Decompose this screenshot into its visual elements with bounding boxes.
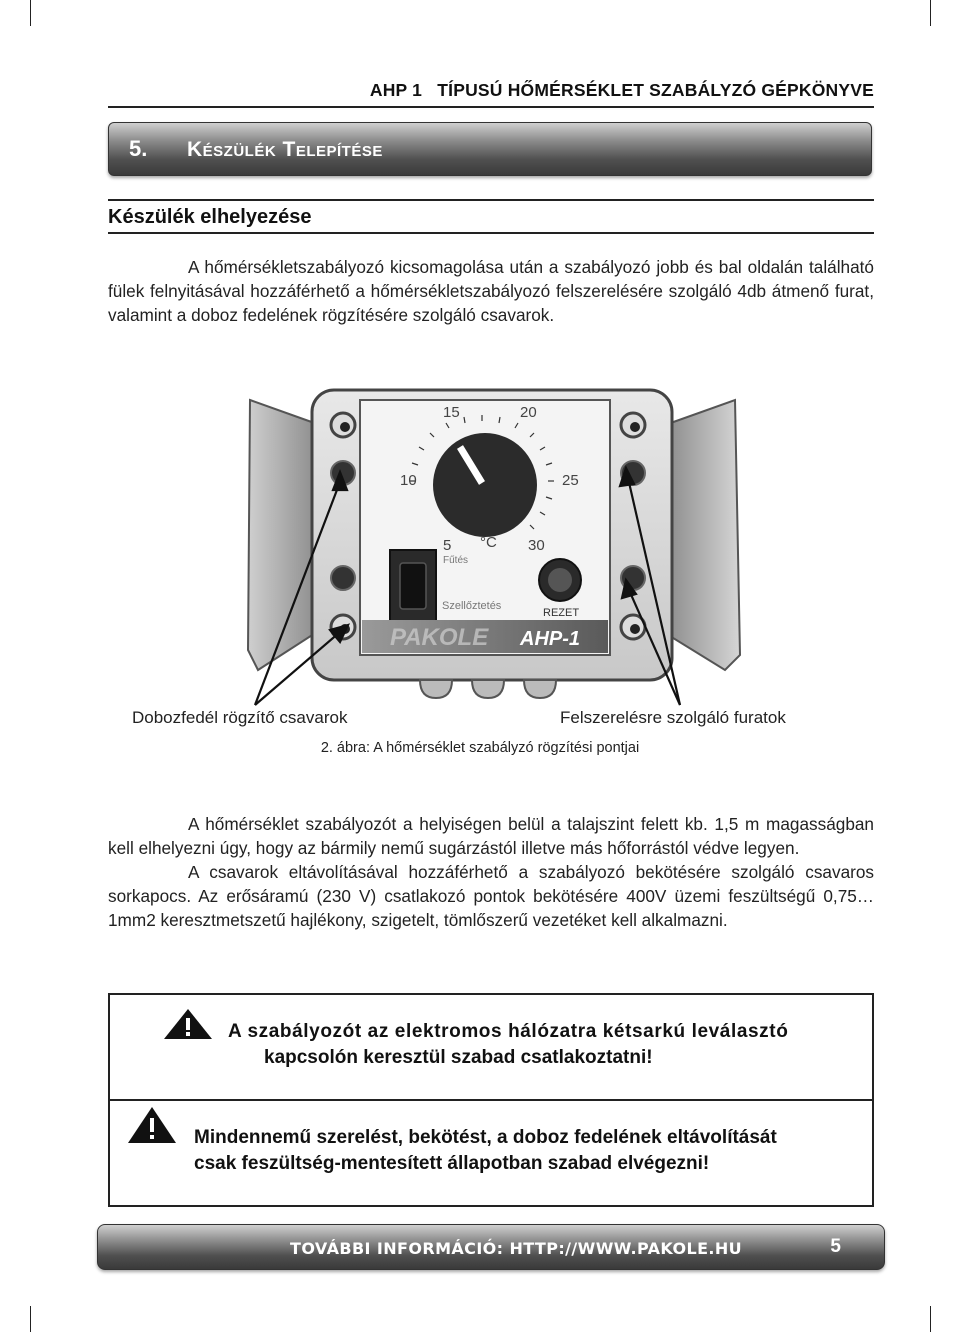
section-bar [108,122,872,176]
dial-label: 15 [443,404,460,421]
warning-icon [162,1007,214,1041]
thermostat-figure [200,385,760,700]
dial-label: 5 [443,537,452,554]
ventilation-label: Szellőztetés [442,600,502,612]
intro-paragraph-text: A hőmérsékletszabályozó kicsomagolása után a szabályozó jobb és bal oldalán található fülek felnyitásával hozzáférhető a hőmérsékletszabályozó felszerelésére szolgáló 4db átmenő furat, valamint a doboz fedelének rögzítésére szolgáló csavarok. [108,257,874,325]
crop-mark [30,1306,31,1332]
footer-info-link[interactable]: TOVÁBBI INFORMÁCIÓ: HTTP://WWW.PAKOLE.HU [290,1239,743,1258]
section-title: Készülék Telepítése [187,138,383,161]
dial-label: 30 [528,537,545,554]
footer-bar [97,1224,885,1270]
body-paragraphs [108,812,874,932]
model-text: AHP-1 [520,628,581,650]
subsection-title: Készülék elhelyezése [108,206,312,228]
subsection-rule-top [108,199,874,201]
header-title: AHP 1 TÍPUSÚ HŐMÉRSÉKLET SZABÁLYZÓ GÉPKÖNYVE [369,80,874,100]
brand-text: PAKOLE [390,624,489,651]
warning-1-line-1: A szabályozót az elektromos hálózatra kétsarkú leválasztó [228,1021,789,1042]
subsection-rule-bottom [108,232,874,234]
left-flap [248,400,320,670]
warning-1 [228,1019,788,1071]
dial-label: 20 [520,404,537,421]
header-rule [108,106,874,108]
warning-2-line-2: csak feszültség-mentesített állapotban szabad elvégezni! [194,1153,710,1174]
body-paragraph-2: A csavarok eltávolításával hozzáférhető a szabályozó bekötésére szolgáló csavaros sorkapocs. Az erősáramú (230 V) csatlakozó pontok bekötésére 400V üzemi feszültségű 0,75…1mm2 keresztmetszetű hajlékony, szigetelt, tömlőszerű vezetéket kell alkalmazni. [108,862,874,930]
dial-label: 25 [562,472,579,489]
dial-label: °C [480,534,497,551]
dial-label: 10 [400,472,417,489]
crop-mark [930,1306,931,1332]
figure-label-left: Dobozfedél rögzítő csavarok [132,708,348,727]
warning-box [108,993,874,1207]
reset-label: REZET [543,607,580,619]
body-paragraph-1: A hőmérséklet szabályozót a helyiségen belül a talajszint felett kb. 1,5 m magasságban kell elhelyezni úgy, hogy az bármily nemű sugárzástól illetve más hőforrástól védve legyen. [108,814,874,858]
warning-divider [110,1099,872,1101]
warning-2 [194,1125,777,1177]
crop-mark [930,0,931,26]
figure-label-right: Felszerelésre szolgáló furatok [560,708,786,727]
figure-caption: 2. ábra: A hőmérséklet szabályzó rögzítési pontjai [320,740,640,756]
page-number: 5 [830,1236,841,1257]
warning-2-line-1: Mindennemű szerelést, bekötést, a doboz fedelének eltávolítását [194,1127,777,1148]
heating-label: Fűtés [443,555,469,566]
section-number: 5. [129,136,148,161]
warning-icon [126,1105,178,1145]
warning-1-line-2: kapcsolón keresztül szabad csatlakoztatni! [264,1047,653,1068]
right-flap [665,400,740,670]
intro-paragraph [108,255,874,327]
crop-mark [30,0,31,26]
cable-glands [420,680,556,698]
